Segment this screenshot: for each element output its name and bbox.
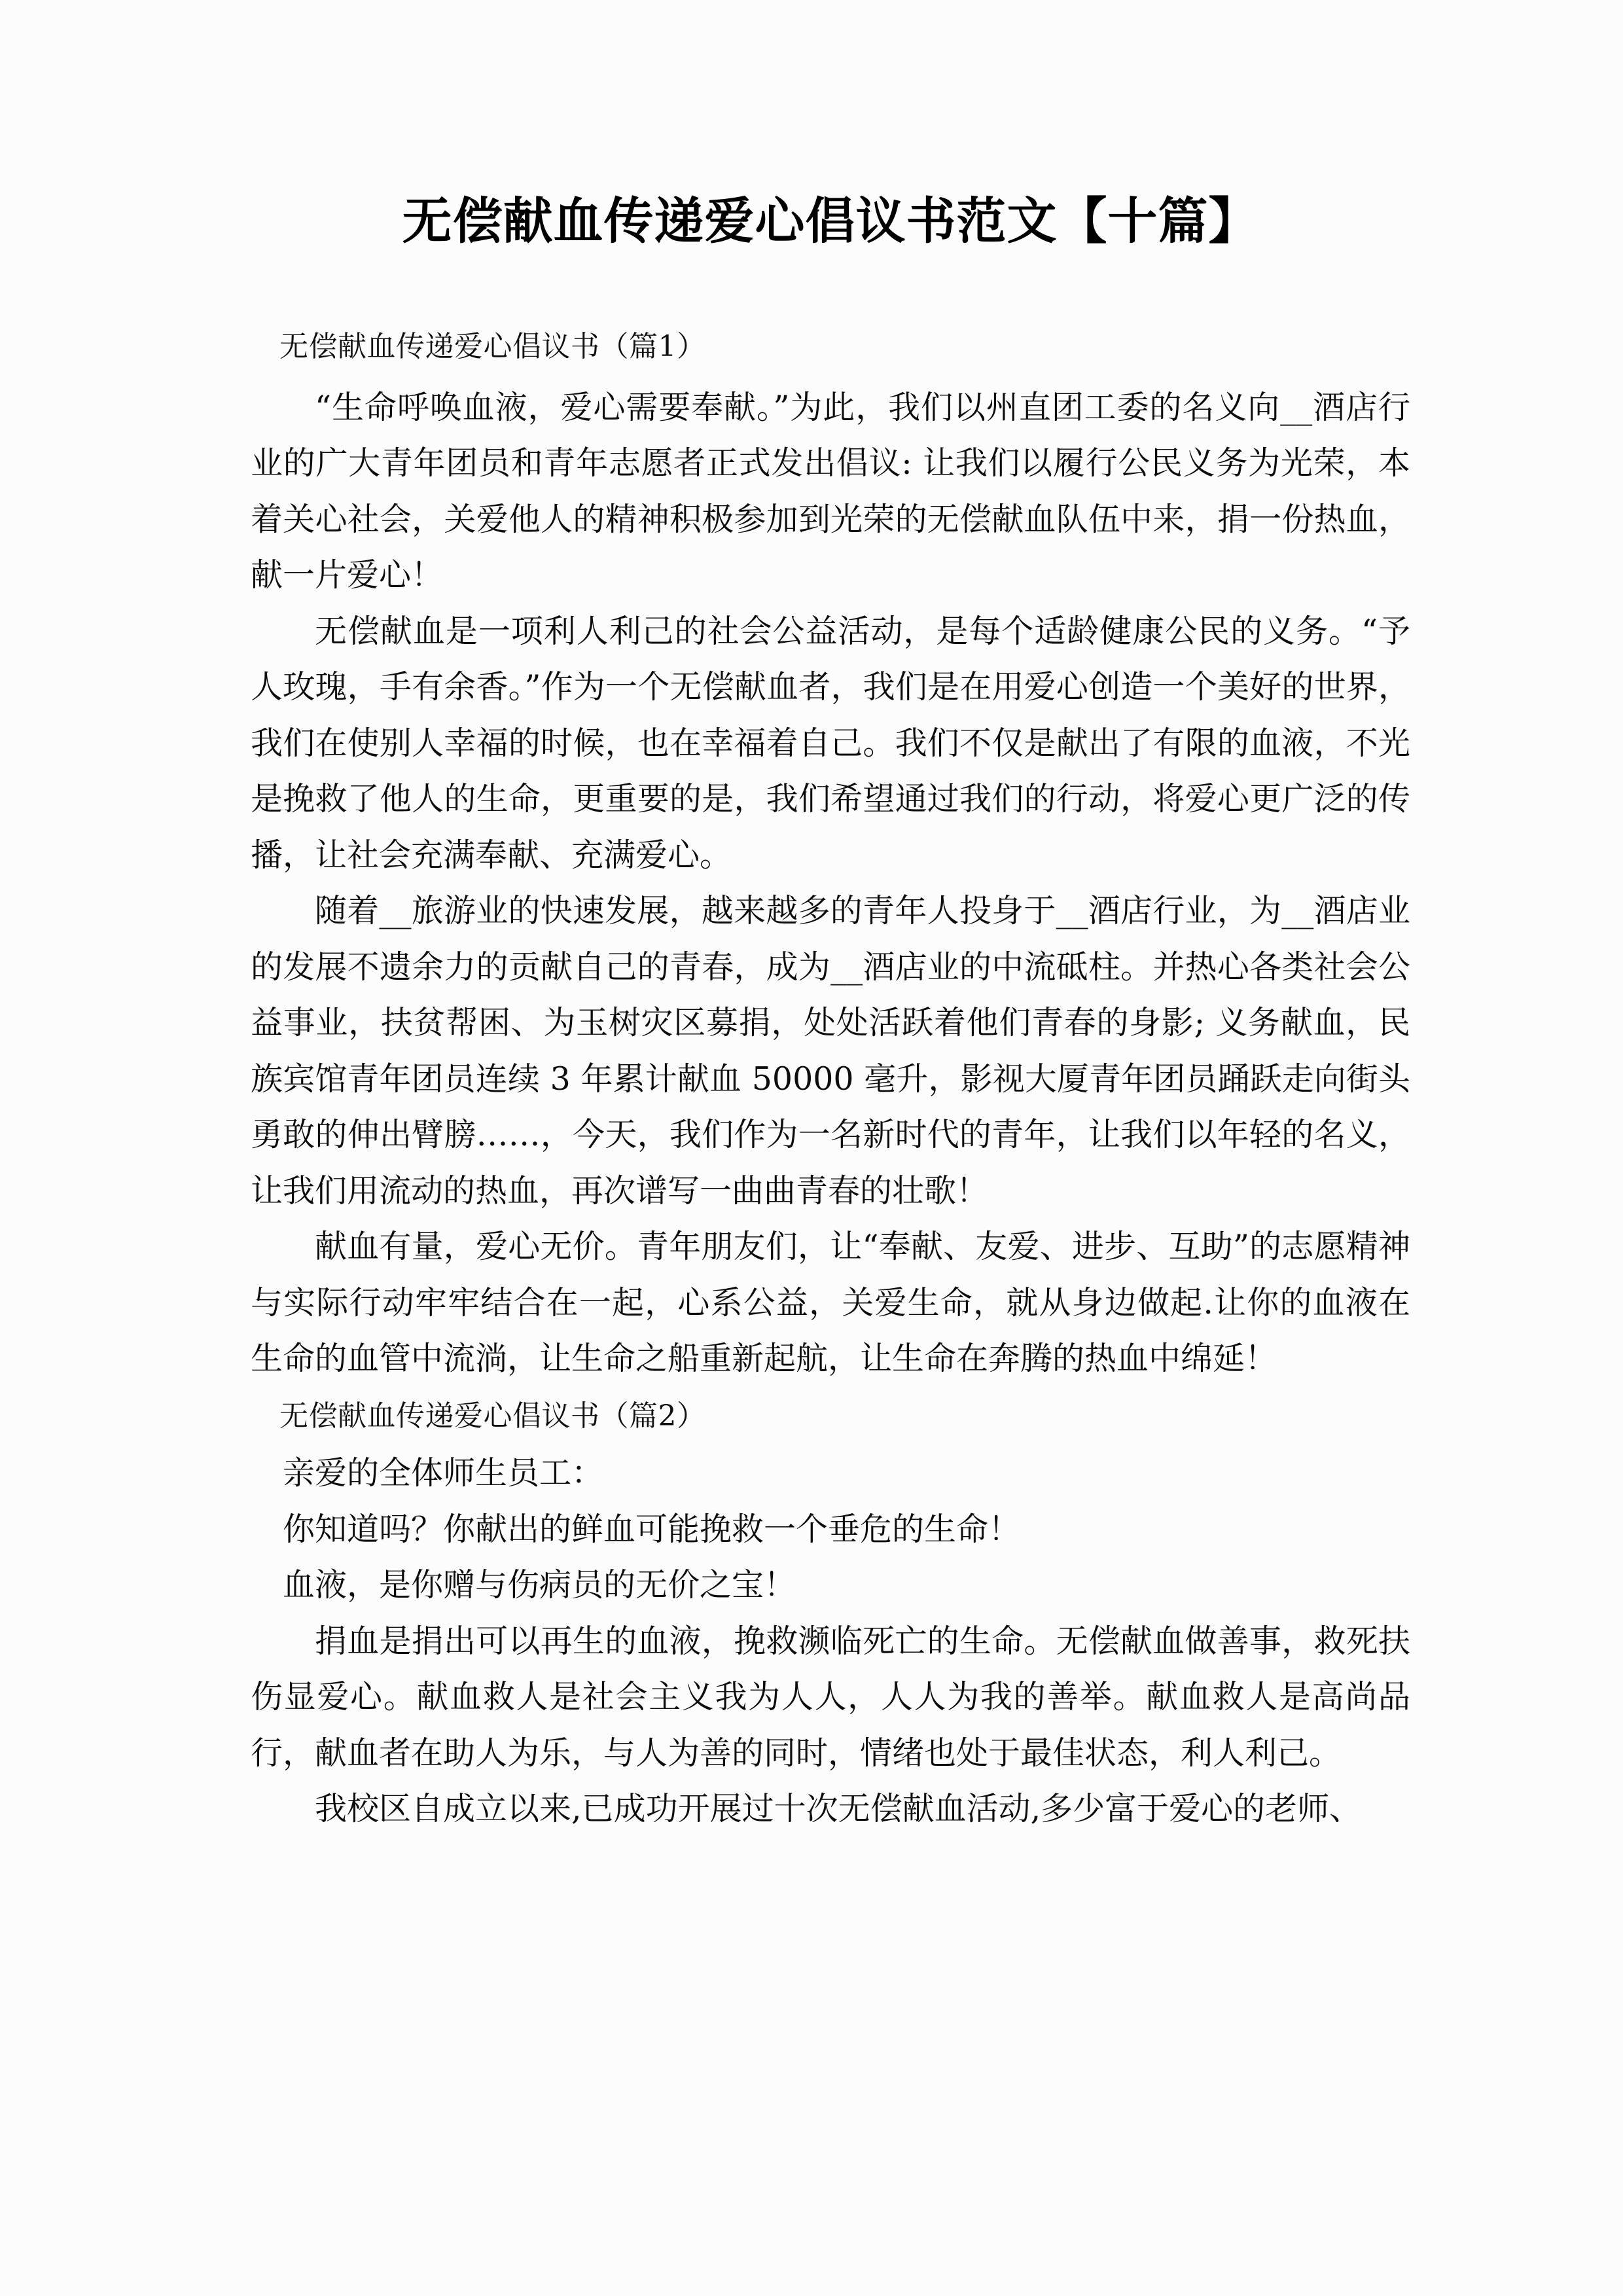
spacer: [251, 1387, 1410, 1397]
paragraph: 无偿献血是一项利人利己的社会公益活动，是每个适龄健康公民的义务。“予人玫瑰，手有余香。”作为一个无偿献血者，我们是在用爱心创造一个美好的世界，我们在使别人幸福的时候，也在幸福着自己。我们不仅是献出了有限的血液，不光是挽救了他人的生命，更重要的是，我们希望通过我们的行动，将爱心更广泛的传播，让社会充满奉献、充满爱心。: [251, 612, 1410, 874]
section-heading-2: 无偿献血传递爱心倡议书（篇2）: [279, 1399, 706, 1433]
paragraph: 捐血是捐出可以再生的血液，挽救濒临死亡的生命。无偿献血做善事，救死扶伤显爱心。献血救人是社会主义我为人人，人人为我的善举。献血救人是高尚品行，献血者在助人为乐，与人为善的同时，情绪也处于最佳状态，利人利己。: [251, 1622, 1410, 1772]
spacer: [251, 365, 1410, 380]
paragraph: 你知道吗？你献出的鲜血可能挽救一个垂危的生命！: [283, 1510, 1021, 1548]
paragraph: 随着__旅游业的快速发展，越来越多的青年人投身于__酒店行业，为__酒店业的发展不遗余力的贡献自己的青春，成为__酒店业的中流砥柱。并热心各类社会公益事业，扶贫帮困、为玉树灾区募捐，处处活跃着他们青春的身影; 义务献血，民族宾馆青年团员连续 3 年累计献血 50000 毫升，影视大厦青年团员踊跃走向街头勇敢的伸出臂膀……，今天，我们作为一名新时代的青年，让我们以年轻的名义，让我们用流动的热血，再次谱写一曲曲青春的壮歌！: [251, 892, 1410, 1210]
spacer: [251, 252, 1410, 328]
section-pian-2: [251, 1397, 1410, 1837]
paragraph: 血液，是你赠与伤病员的无价之宝！: [283, 1566, 796, 1604]
paragraph: “生命呼唤血液，爱心需要奉献。”为此，我们以州直团工委的名义向__酒店行业的广大青年团员和青年志愿者正式发出倡议: 让我们以履行公民义务为光荣，本着关心社会，关爱他人的精神积极参加到光荣的无偿献血队伍中来，捐一份热血，献一片爱心！: [251, 388, 1410, 594]
document-content: [251, 0, 1410, 1837]
page-title: 无偿献血传递爱心倡议书范文【十篇】: [402, 192, 1259, 250]
section-pian-1: [251, 328, 1410, 1387]
spacer: [251, 1435, 1410, 1445]
paragraph: 我校区自成立以来,已成功开展过十次无偿献血活动,多少富于爱心的老师、: [315, 1790, 1362, 1828]
section-heading-1: 无偿献血传递爱心倡议书（篇1）: [279, 329, 706, 363]
salutation: 亲爱的全体师生员工：: [283, 1454, 604, 1492]
paragraph: 献血有量，爱心无价。青年朋友们，让“奉献、友爱、进步、互助”的志愿精神与实际行动牢牢结合在一起，心系公益，关爱生命，就从身边做起.让你的血液在生命的血管中流淌，让生命之船重新起航，让生命在奔腾的热血中绵延！: [251, 1228, 1410, 1378]
